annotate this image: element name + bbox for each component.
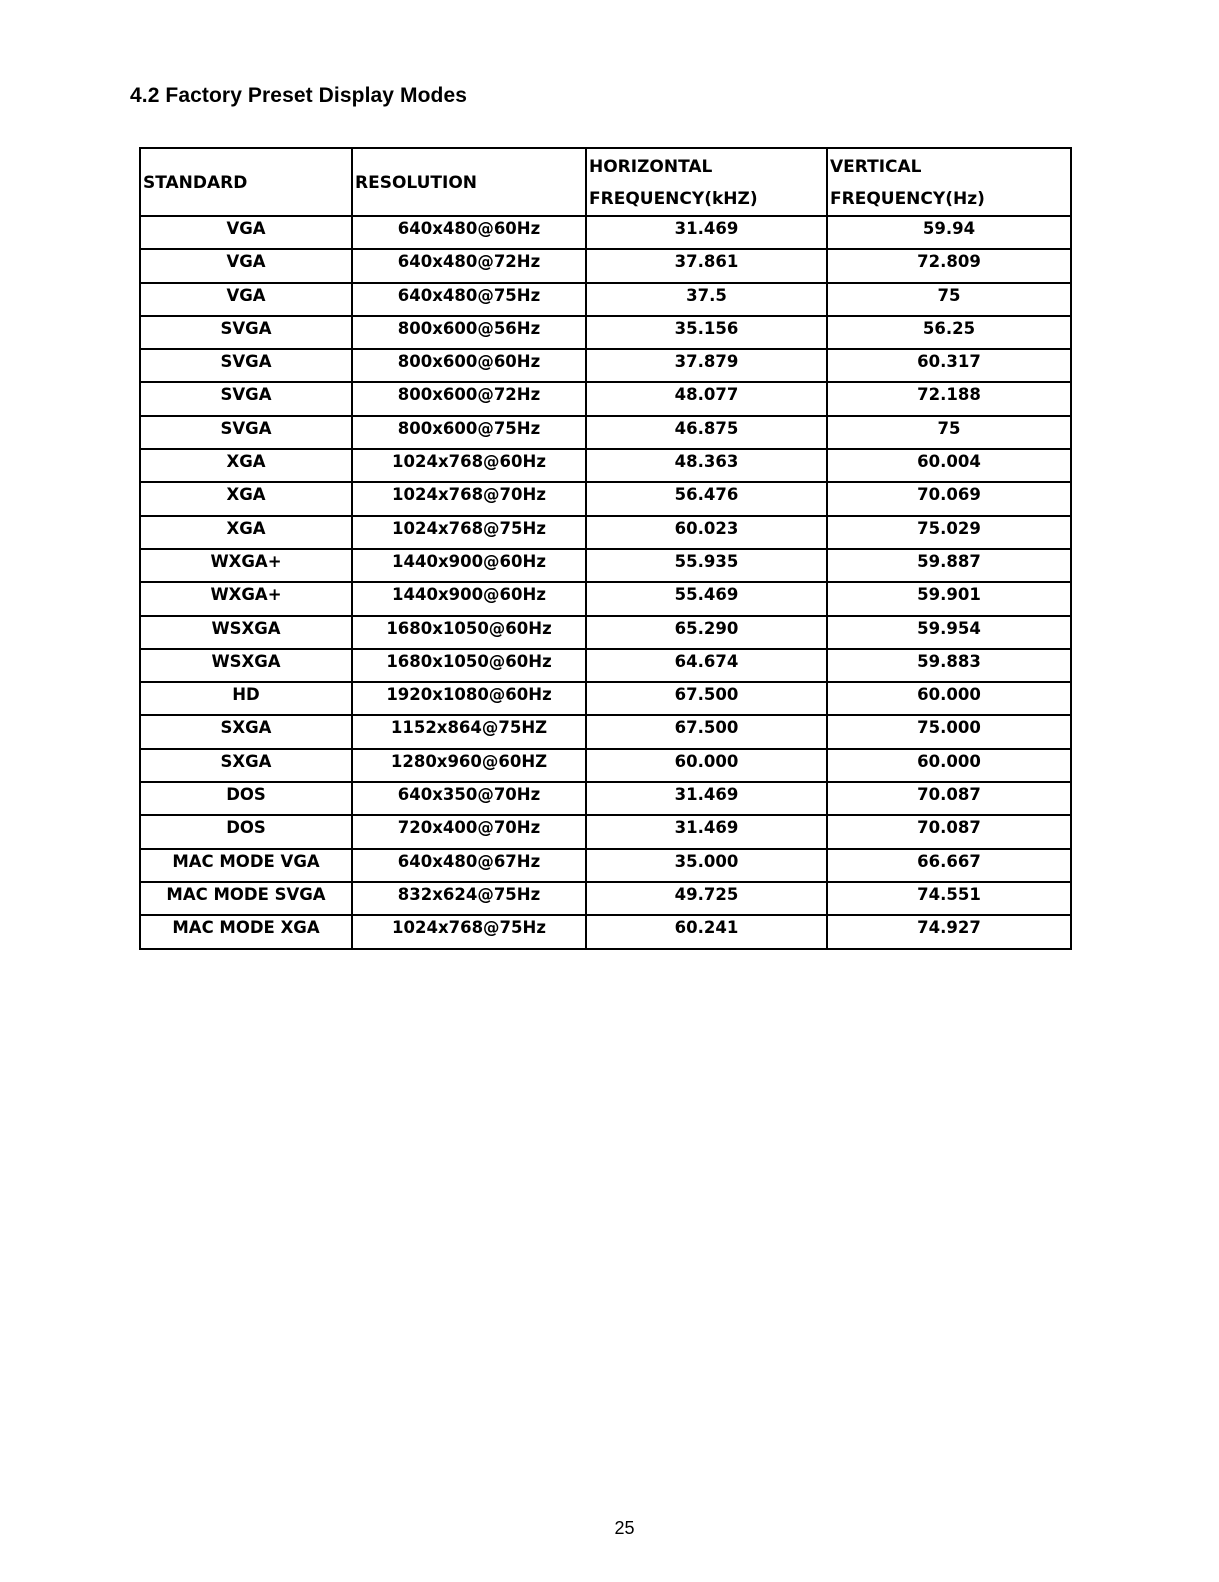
cell-vertical-frequency: 72.809 bbox=[827, 249, 1071, 282]
cell-vertical-frequency: 60.004 bbox=[827, 449, 1071, 482]
cell-horizontal-frequency: 31.469 bbox=[586, 216, 827, 249]
cell-standard: MAC MODE VGA bbox=[140, 849, 352, 882]
header-vertical-frequency bbox=[827, 148, 1071, 216]
cell-horizontal-frequency: 67.500 bbox=[586, 715, 827, 748]
cell-resolution: 1152x864@75HZ bbox=[352, 715, 586, 748]
header-horizontal-frequency bbox=[586, 148, 827, 216]
cell-standard: VGA bbox=[140, 249, 352, 282]
cell-resolution: 720x400@70Hz bbox=[352, 815, 586, 848]
cell-vertical-frequency: 70.087 bbox=[827, 782, 1071, 815]
header-horizontal-line1: HORIZONTAL bbox=[589, 157, 713, 177]
table-row bbox=[140, 216, 1071, 249]
cell-resolution: 1024x768@75Hz bbox=[352, 516, 586, 549]
cell-standard: SXGA bbox=[140, 749, 352, 782]
table-row bbox=[140, 316, 1071, 349]
cell-resolution: 640x480@67Hz bbox=[352, 849, 586, 882]
cell-horizontal-frequency: 46.875 bbox=[586, 416, 827, 449]
header-resolution: RESOLUTION bbox=[352, 148, 586, 216]
cell-vertical-frequency: 59.887 bbox=[827, 549, 1071, 582]
cell-resolution: 1920x1080@60Hz bbox=[352, 682, 586, 715]
cell-standard: MAC MODE XGA bbox=[140, 915, 352, 948]
cell-resolution: 1280x960@60HZ bbox=[352, 749, 586, 782]
cell-vertical-frequency: 60.000 bbox=[827, 682, 1071, 715]
table-row bbox=[140, 582, 1071, 615]
cell-vertical-frequency: 75 bbox=[827, 416, 1071, 449]
cell-standard: VGA bbox=[140, 283, 352, 316]
table-body bbox=[140, 216, 1071, 949]
cell-resolution: 800x600@75Hz bbox=[352, 416, 586, 449]
cell-horizontal-frequency: 31.469 bbox=[586, 782, 827, 815]
table-row bbox=[140, 482, 1071, 515]
table-row bbox=[140, 416, 1071, 449]
cell-resolution: 1680x1050@60Hz bbox=[352, 649, 586, 682]
cell-horizontal-frequency: 35.000 bbox=[586, 849, 827, 882]
cell-standard: WSXGA bbox=[140, 649, 352, 682]
table-row bbox=[140, 349, 1071, 382]
table-row bbox=[140, 915, 1071, 948]
cell-horizontal-frequency: 31.469 bbox=[586, 815, 827, 848]
cell-vertical-frequency: 59.883 bbox=[827, 649, 1071, 682]
cell-horizontal-frequency: 67.500 bbox=[586, 682, 827, 715]
cell-standard: MAC MODE SVGA bbox=[140, 882, 352, 915]
preset-modes-table bbox=[139, 147, 1072, 950]
cell-resolution: 640x350@70Hz bbox=[352, 782, 586, 815]
cell-resolution: 640x480@72Hz bbox=[352, 249, 586, 282]
table-row bbox=[140, 882, 1071, 915]
cell-resolution: 1024x768@75Hz bbox=[352, 915, 586, 948]
cell-horizontal-frequency: 48.363 bbox=[586, 449, 827, 482]
table-row bbox=[140, 283, 1071, 316]
cell-standard: SXGA bbox=[140, 715, 352, 748]
cell-horizontal-frequency: 49.725 bbox=[586, 882, 827, 915]
header-horizontal-line2: FREQUENCY(kHZ) bbox=[589, 189, 758, 209]
cell-standard: WXGA+ bbox=[140, 582, 352, 615]
table-row bbox=[140, 749, 1071, 782]
cell-horizontal-frequency: 60.000 bbox=[586, 749, 827, 782]
table-header-row bbox=[140, 148, 1071, 216]
cell-resolution: 1024x768@60Hz bbox=[352, 449, 586, 482]
cell-vertical-frequency: 70.087 bbox=[827, 815, 1071, 848]
cell-vertical-frequency: 59.901 bbox=[827, 582, 1071, 615]
table-row bbox=[140, 715, 1071, 748]
cell-vertical-frequency: 59.954 bbox=[827, 616, 1071, 649]
cell-resolution: 640x480@75Hz bbox=[352, 283, 586, 316]
cell-standard: WXGA+ bbox=[140, 549, 352, 582]
cell-standard: XGA bbox=[140, 449, 352, 482]
cell-standard: XGA bbox=[140, 482, 352, 515]
cell-resolution: 800x600@60Hz bbox=[352, 349, 586, 382]
cell-standard: SVGA bbox=[140, 316, 352, 349]
cell-resolution: 640x480@60Hz bbox=[352, 216, 586, 249]
cell-standard: VGA bbox=[140, 216, 352, 249]
cell-horizontal-frequency: 64.674 bbox=[586, 649, 827, 682]
header-vertical-line1: VERTICAL bbox=[830, 157, 922, 177]
cell-standard: XGA bbox=[140, 516, 352, 549]
cell-standard: SVGA bbox=[140, 382, 352, 415]
cell-vertical-frequency: 56.25 bbox=[827, 316, 1071, 349]
cell-vertical-frequency: 75 bbox=[827, 283, 1071, 316]
table-row bbox=[140, 649, 1071, 682]
cell-standard: SVGA bbox=[140, 349, 352, 382]
cell-standard: WSXGA bbox=[140, 616, 352, 649]
cell-horizontal-frequency: 56.476 bbox=[586, 482, 827, 515]
table-row bbox=[140, 616, 1071, 649]
cell-resolution: 832x624@75Hz bbox=[352, 882, 586, 915]
cell-standard: DOS bbox=[140, 815, 352, 848]
cell-horizontal-frequency: 65.290 bbox=[586, 616, 827, 649]
table-row bbox=[140, 849, 1071, 882]
cell-vertical-frequency: 74.927 bbox=[827, 915, 1071, 948]
table-row bbox=[140, 815, 1071, 848]
cell-vertical-frequency: 60.317 bbox=[827, 349, 1071, 382]
cell-horizontal-frequency: 60.241 bbox=[586, 915, 827, 948]
table-row bbox=[140, 249, 1071, 282]
header-standard: STANDARD bbox=[140, 148, 352, 216]
table-row bbox=[140, 382, 1071, 415]
cell-vertical-frequency: 74.551 bbox=[827, 882, 1071, 915]
cell-horizontal-frequency: 55.935 bbox=[586, 549, 827, 582]
cell-horizontal-frequency: 55.469 bbox=[586, 582, 827, 615]
cell-vertical-frequency: 60.000 bbox=[827, 749, 1071, 782]
cell-resolution: 1680x1050@60Hz bbox=[352, 616, 586, 649]
cell-resolution: 1024x768@70Hz bbox=[352, 482, 586, 515]
cell-horizontal-frequency: 37.879 bbox=[586, 349, 827, 382]
cell-horizontal-frequency: 48.077 bbox=[586, 382, 827, 415]
cell-resolution: 1440x900@60Hz bbox=[352, 582, 586, 615]
table-row bbox=[140, 682, 1071, 715]
table-row bbox=[140, 549, 1071, 582]
cell-vertical-frequency: 72.188 bbox=[827, 382, 1071, 415]
cell-vertical-frequency: 59.94 bbox=[827, 216, 1071, 249]
cell-horizontal-frequency: 37.5 bbox=[586, 283, 827, 316]
table-row bbox=[140, 449, 1071, 482]
cell-vertical-frequency: 70.069 bbox=[827, 482, 1071, 515]
table-row bbox=[140, 516, 1071, 549]
cell-resolution: 800x600@56Hz bbox=[352, 316, 586, 349]
table-row bbox=[140, 782, 1071, 815]
cell-resolution: 800x600@72Hz bbox=[352, 382, 586, 415]
section-title: 4.2 Factory Preset Display Modes bbox=[130, 84, 468, 107]
cell-horizontal-frequency: 37.861 bbox=[586, 249, 827, 282]
cell-horizontal-frequency: 35.156 bbox=[586, 316, 827, 349]
cell-standard: SVGA bbox=[140, 416, 352, 449]
cell-vertical-frequency: 75.029 bbox=[827, 516, 1071, 549]
cell-standard: DOS bbox=[140, 782, 352, 815]
cell-vertical-frequency: 66.667 bbox=[827, 849, 1071, 882]
cell-resolution: 1440x900@60Hz bbox=[352, 549, 586, 582]
cell-vertical-frequency: 75.000 bbox=[827, 715, 1071, 748]
cell-standard: HD bbox=[140, 682, 352, 715]
page-number: 25 bbox=[614, 1518, 635, 1538]
header-vertical-line2: FREQUENCY(Hz) bbox=[830, 189, 985, 209]
cell-horizontal-frequency: 60.023 bbox=[586, 516, 827, 549]
